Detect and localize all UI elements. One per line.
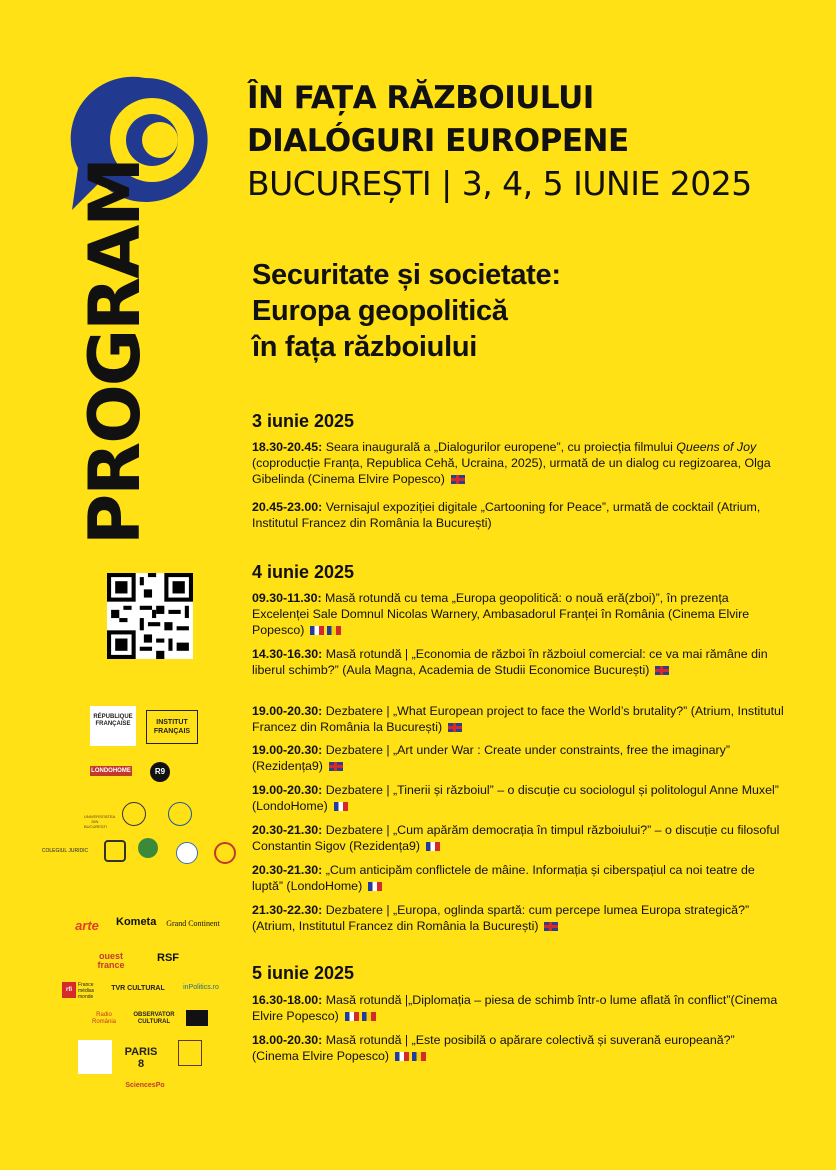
event-text: Dezbatere | „Cum apărăm democrația în timpul războiului?” – o discuție cu filosoful Constantin Sigov (Rezidența9) xyxy=(252,823,780,853)
university-crest-icon xyxy=(178,1040,202,1066)
rsf-logo: RSF xyxy=(157,952,179,964)
institut-francais-logo: INSTITUT FRANÇAIS xyxy=(146,710,198,744)
colegiul-juridic-logo: COLEGIUL JURIDIC xyxy=(41,848,89,854)
qr-code[interactable] xyxy=(107,573,193,659)
uk-flag-icon xyxy=(329,762,343,771)
radio-romania-logo: Radio România xyxy=(91,1012,116,1025)
event-item xyxy=(252,703,784,735)
event-text: „Cum anticipăm conflictele de mâine. Informația și ciberspațiul ca noi teatre de luptă” (LondoHome) xyxy=(252,863,755,893)
inpolitics-logo: inPolitics.ro xyxy=(183,984,219,991)
program-side-title: PROGRAM xyxy=(74,159,156,545)
tvr-cultural-logo: TVR CULTURAL xyxy=(111,985,165,992)
partner-mark-icon xyxy=(186,1010,208,1026)
partner-seal-icon xyxy=(122,802,146,826)
day-date: 3 iunie 2025 xyxy=(252,411,355,431)
event-text: Vernisajul expoziției digitale „Cartooning for Peace”, urmată de cocktail (Atrium, Institutul Francez din România la București) xyxy=(252,500,761,530)
subtitle-line1: Securitate și societate: xyxy=(252,259,561,291)
event-item xyxy=(252,646,784,678)
france-flag-icon xyxy=(368,882,382,891)
event-text: Dezbatere | „What European project to face the World’s brutality?” (Atrium, Institutul Francez din România la București) xyxy=(252,704,784,734)
event-time: 19.00-20.30: xyxy=(252,743,323,757)
event-text: Masă rotundă |„Diplomația – piesa de schimb într-o lume aflată în conflict”(Cinema Elvire Popesco) xyxy=(252,993,778,1023)
event-text: Masă rotundă | „Este posibilă o apărare colectivă și suverană europeană?” (Cinema Elvire Popesco) xyxy=(252,1033,735,1063)
event-time: 18.00-20.30: xyxy=(252,1033,323,1047)
event-time: 20.45-23.00: xyxy=(252,500,323,514)
event-time: 20.30-21.30: xyxy=(252,823,323,837)
event-item xyxy=(252,822,784,854)
uk-flag-icon xyxy=(544,922,558,931)
partner-seal-icon xyxy=(176,842,198,864)
france-medias-monde-logo: France médias monde xyxy=(78,982,95,1000)
event-item xyxy=(252,742,784,774)
romania-flag-icon xyxy=(362,1012,376,1021)
day-date: 5 iunie 2025 xyxy=(252,963,355,983)
event-item xyxy=(252,782,784,814)
event-film-title: Queens of Joy xyxy=(676,440,757,454)
event-item xyxy=(252,590,784,638)
kometa-logo: Kometa xyxy=(116,916,157,928)
event-time: 16.30-18.00: xyxy=(252,993,323,1007)
event-text: Masă rotundă | „Economia de război în războiul comercial: ce va mai rămâne din liberul schimb?” (Aula Magna, Academia de Studii Economice București) xyxy=(252,647,768,677)
partner-white-logo xyxy=(78,1040,112,1074)
event-text: Masă rotundă cu tema „Europa geopolitică: o nouă eră(zboi)”, în prezența Excelenței Sale Domnul Nicolas Warnery, Ambasadorul Franței în România (Cinema Elvire Popesco) xyxy=(252,591,750,637)
event-item xyxy=(252,862,784,894)
rezidenta9-logo: R9 xyxy=(150,762,170,782)
uk-flag-icon xyxy=(448,723,462,732)
france-flag-icon xyxy=(345,1012,359,1021)
event-time: 19.00-20.30: xyxy=(252,783,323,797)
romania-flag-icon xyxy=(327,626,341,635)
france-flag-icon xyxy=(310,626,324,635)
event-time: 18.30-20.45: xyxy=(252,440,323,454)
event-item xyxy=(252,439,784,487)
arte-logo: arte xyxy=(75,918,99,933)
event-text-cont: (coproducție Franța, Republica Cehă, Ucraina, 2025), urmată de un dialog cu regizoarea, Olga Gibelinda (Cinema Elvire Popesco) xyxy=(252,456,771,486)
event-text: Seara inaugurală a „Dialogurilor europene”, cu proiecția filmului xyxy=(322,440,677,454)
france-flag-icon xyxy=(395,1052,409,1061)
event-text: Dezbatere | „Europa, oglinda spartă: cum percepe lumea Europa strategică?” (Atrium, Institutul Francez din România la București) xyxy=(252,903,750,933)
grand-continent-logo: Grand Continent xyxy=(166,919,220,928)
ouest-france-logo: ouest france xyxy=(97,951,125,970)
partner-seal-icon xyxy=(168,802,192,826)
day-date: 4 iunie 2025 xyxy=(252,562,355,582)
header-title-line2: DIALÓGURI EUROPENE xyxy=(247,123,629,159)
program-subtitle xyxy=(252,257,561,365)
uk-flag-icon xyxy=(655,666,669,675)
londohome-logo: LONDOHOME xyxy=(91,768,131,774)
partner-mark-icon xyxy=(104,840,126,862)
event-time: 19.00-20.30: xyxy=(252,704,323,718)
event-text: Dezbatere | „Tinerii și războiul” – o discuție cu sociologul și politologul Anne Muxel” (LondoHome) xyxy=(252,783,779,813)
event-item xyxy=(252,1032,784,1064)
event-text: Dezbatere | „Art under War : Create under constraints, free the imaginary” (Rezidența9) xyxy=(252,743,730,773)
subtitle-line3: în fața războiului xyxy=(252,331,478,363)
event-time: 14.30-16.30: xyxy=(252,647,323,661)
event-time: 21.30-22.30: xyxy=(252,903,323,917)
romania-flag-icon xyxy=(412,1052,426,1061)
event-item xyxy=(252,499,784,531)
header-location-dates: BUCUREȘTI | 3, 4, 5 IUNIE 2025 xyxy=(247,164,752,203)
france-flag-icon xyxy=(334,802,348,811)
event-time: 20.30-21.30: xyxy=(252,863,323,877)
france-flag-icon xyxy=(426,842,440,851)
event-item xyxy=(252,992,784,1024)
republique-francaise-logo: RÉPUBLIQUE FRANÇAISE xyxy=(90,706,136,746)
rfi-logo: rfi xyxy=(62,982,76,998)
partner-seal-icon xyxy=(214,842,236,864)
event-item xyxy=(252,902,784,934)
observator-cultural-logo: OBSERVATOR CULTURAL xyxy=(133,1012,175,1025)
sciencespo-logo: SciencesPo xyxy=(125,1082,165,1089)
uk-flag-icon xyxy=(451,475,465,484)
header-title-line1: ÎN FAȚA RĂZBOIULUI xyxy=(247,80,594,116)
event-time: 09.30-11.30: xyxy=(252,591,322,605)
paris8-logo: PARIS 8 xyxy=(124,1046,158,1070)
tree-icon xyxy=(138,838,158,858)
universitatea-bucuresti-logo: UNIVERSITATEA DIN BUCUREȘTI xyxy=(84,814,116,829)
subtitle-line2: Europa geopolitică xyxy=(252,295,508,327)
